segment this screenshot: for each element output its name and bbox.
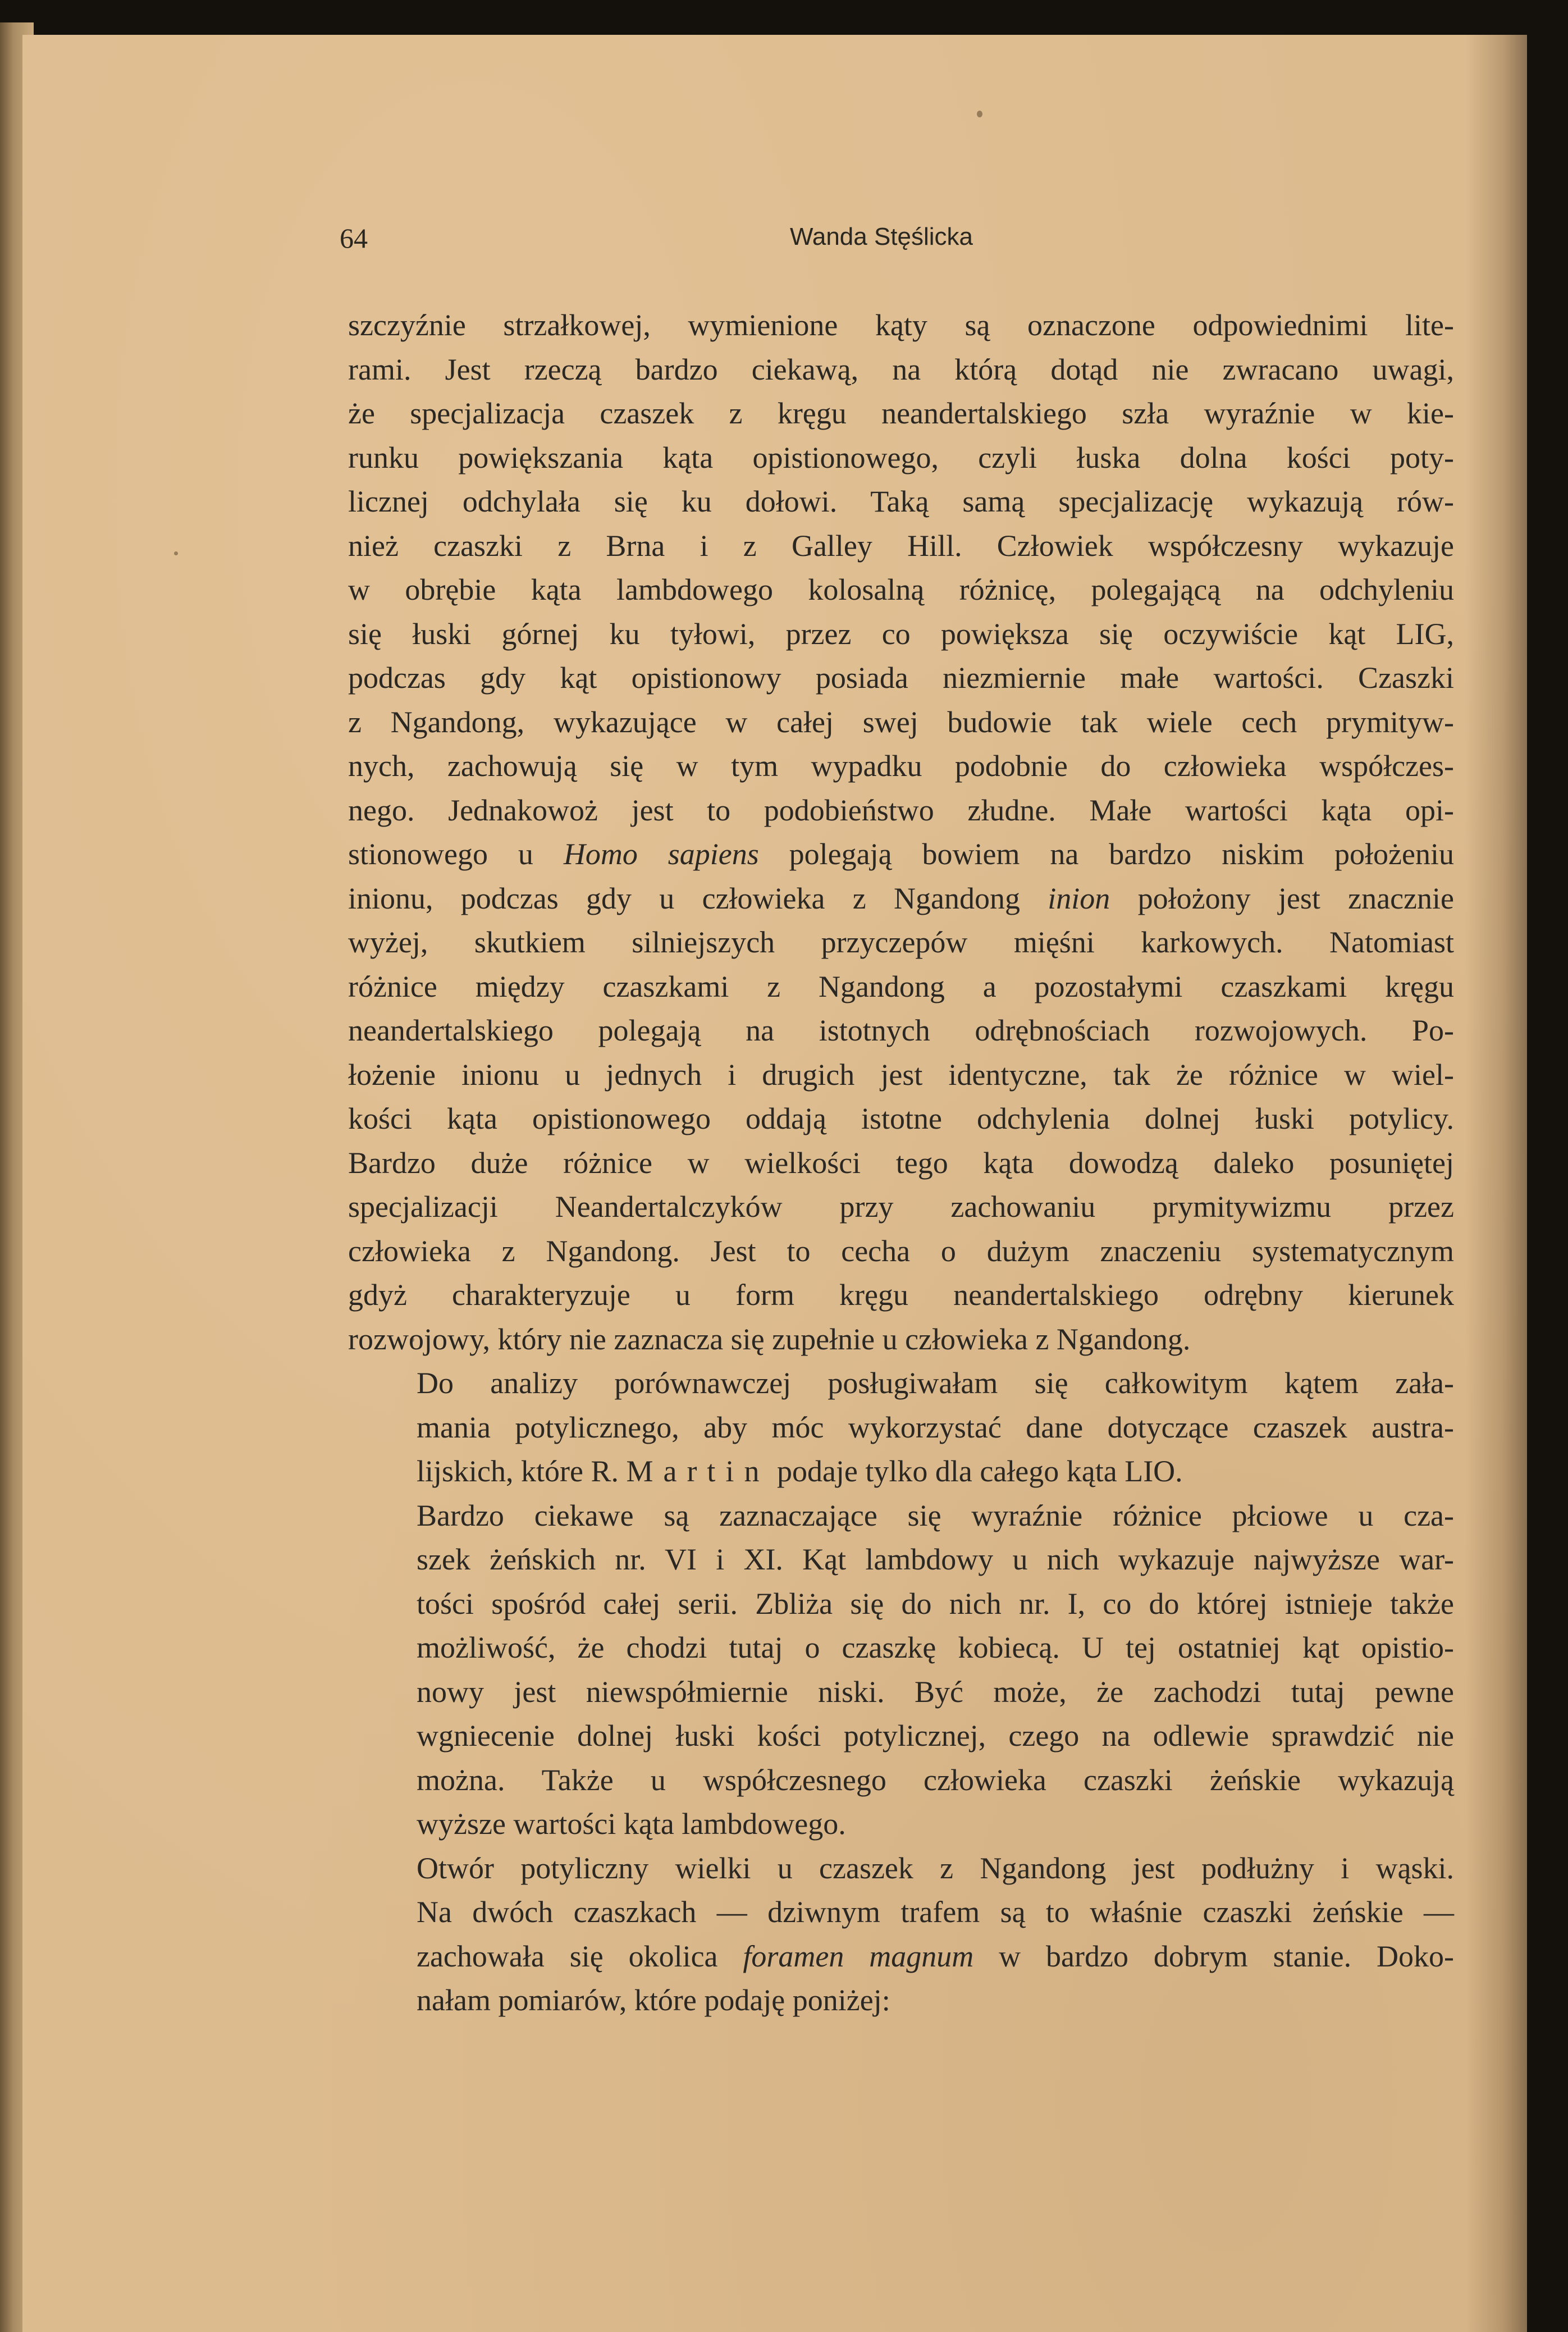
- page-header: [314, 222, 1448, 267]
- text-line: że specjalizacja czaszek z kręgu neandertalskiego szła wyraźnie w kie-: [348, 396, 1454, 430]
- text-line: Bardzo ciekawe są zaznaczające się wyraźnie różnice płciowe u cza-: [417, 1498, 1454, 1532]
- page-number: 64: [340, 222, 368, 254]
- text-line: rami. Jest rzeczą bardzo ciekawą, na którą dotąd nie zwracano uwagi,: [348, 352, 1454, 386]
- text-line: stionowego u Homo sapiens polegają bowiem na bardzo niskim położeniu: [348, 837, 1454, 871]
- text-line: Bardzo duże różnice w wielkości tego kąta dowodzą daleko posuniętej: [348, 1146, 1454, 1180]
- body-text: [348, 303, 1454, 2023]
- text-line: nałam pomiarów, które podaję poniżej:: [417, 1983, 890, 2017]
- text-line: runku powiększania kąta opistionowego, czyli łuska dolna kości poty-: [348, 440, 1454, 474]
- text-line: wgniecenie dolnej łuski kości potylicznej, czego na odlewie sprawdzić nie: [417, 1719, 1454, 1753]
- text-line: wyższe wartości kąta lambdowego.: [417, 1807, 846, 1841]
- text-line: nego. Jednakowoż jest to podobieństwo złudne. Małe wartości kąta opi-: [348, 793, 1454, 827]
- paragraph: [348, 1361, 1454, 1494]
- text-line: licznej odchylała się ku dołowi. Taką samą specjalizację wykazują rów-: [348, 485, 1454, 518]
- text-line: wyżej, skutkiem silniejszych przyczepów mięśni karkowych. Natomiast: [348, 925, 1454, 959]
- text-line: nowy jest niewspółmiernie niski. Być może, że zachodzi tutaj pewne: [417, 1674, 1454, 1709]
- text-line: człowieka z Ngandong. Jest to cecha o dużym znaczeniu systematycznym: [348, 1234, 1454, 1268]
- running-title: Wanda Stęślicka: [789, 223, 973, 250]
- text-line: mania potylicznego, aby móc wykorzystać dane dotyczące czaszek austra-: [417, 1410, 1454, 1444]
- text-line: Do analizy porównawczej posługiwałam się całkowitym kątem zała-: [417, 1366, 1454, 1400]
- text-line: Otwór potyliczny wielki u czaszek z Ngandong jest podłużny i wąski.: [417, 1851, 1454, 1885]
- text-line: specjalizacji Neandertalczyków przy zachowaniu prymitywizmu przez: [348, 1190, 1454, 1224]
- text-line: lijskich, które R. Martin podaje tylko dla całego kąta LIO.: [417, 1454, 1183, 1488]
- paragraph: [348, 1846, 1454, 2023]
- text-line: z Ngandong, wykazujące w całej swej budowie tak wiele cech prymityw-: [348, 705, 1454, 739]
- text-line: nież czaszki z Brna i z Galley Hill. Człowiek współczesny wykazuje: [348, 528, 1454, 563]
- text-line: rozwojowy, który nie zaznacza się zupełnie u człowieka z Ngandong.: [348, 1322, 1191, 1356]
- paper-speck: [977, 111, 982, 117]
- spine-shadow: [1465, 35, 1527, 2332]
- text-line: się łuski górnej ku tyłowi, przez co powiększa się oczywiście kąt LIG,: [348, 617, 1454, 651]
- paragraph: [348, 1494, 1454, 1846]
- text-line: tości spośród całej serii. Zbliża się do nich nr. I, co do której istnieje także: [417, 1586, 1454, 1621]
- text-line: różnice między czaszkami z Ngandong a pozostałymi czaszkami kręgu: [348, 969, 1454, 1003]
- text-line: nych, zachowują się w tym wypadku podobnie do człowieka współczes-: [348, 749, 1454, 783]
- text-line: szczyźnie strzałkowej, wymienione kąty są oznaczone odpowiednimi lite-: [348, 308, 1454, 342]
- text-line: neandertalskiego polegają na istotnych odrębnościach rozwojowych. Po-: [348, 1014, 1454, 1047]
- text-line: kości kąta opistionowego oddają istotne odchylenia dolnej łuski potylicy.: [348, 1102, 1454, 1135]
- paragraph: [348, 303, 1454, 1361]
- text-line: podczas gdy kąt opistionowy posiada niezmiernie małe wartości. Czaszki: [348, 661, 1454, 695]
- text-line: możliwość, że chodzi tutaj o czaszkę kobiecą. U tej ostatniej kąt opistio-: [417, 1631, 1454, 1664]
- text-line: zachowała się okolica foramen magnum w bardzo dobrym stanie. Doko-: [417, 1939, 1454, 1973]
- text-line: łożenie inionu u jednych i drugich jest identyczne, tak że różnice w wiel-: [348, 1057, 1454, 1092]
- text-line: Na dwóch czaszkach — dziwnym trafem są to właśnie czaszki żeńskie —: [417, 1895, 1454, 1929]
- text-line: inionu, podczas gdy u człowieka z Ngandong inion położony jest znacznie: [348, 881, 1454, 915]
- text-line: można. Także u współczesnego człowieka czaszki żeńskie wykazują: [417, 1763, 1454, 1797]
- text-line: szek żeńskich nr. VI i XI. Kąt lambdowy u nich wykazuje najwyższe war-: [417, 1543, 1454, 1576]
- text-line: w obrębie kąta lambdowego kolosalną różnicę, polegającą na odchyleniu: [348, 573, 1454, 606]
- text-line: gdyż charakteryzuje u form kręgu neandertalskiego odrębny kierunek: [348, 1278, 1454, 1312]
- paper-speck: [174, 551, 178, 555]
